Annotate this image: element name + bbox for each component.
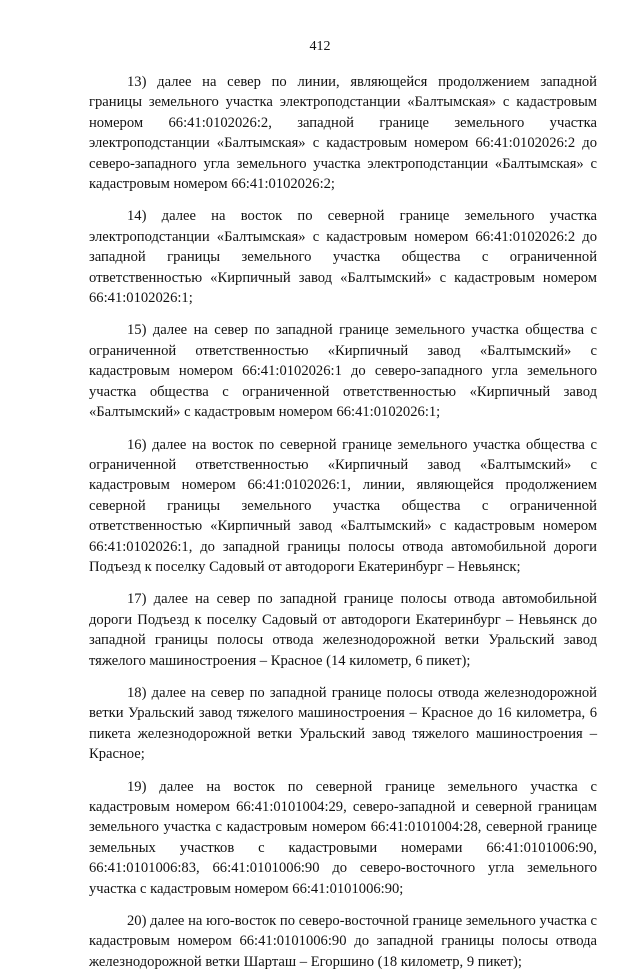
paragraph-17: 17) далее на север по западной границе полосы отвода автомобильной дороги Подъезд к поселку Садовый от автодороги Екатеринбург – Невьянск до западной границы полосы отвода железнодорожной ветки Уральский завод тяжелого машиностроения – Красное (14 километр, 6 пикет); xyxy=(89,591,597,669)
paragraph-16: 16) далее на восток по северной границе земельного участка общества с ограниченной ответственностью «Кирпичный завод «Балтымский» с кадастровым номером 66:41:0102026:1, линии, являющейся продолжением северной границы земельного участка общества с ограниченной ответственностью «Кирпичный завод «Балтымский» с кадастровым номером 66:41:0102026:1, до западной границы полосы отвода автомобильной дороги Подъезд к поселку Садовый от автодороги Екатеринбург – Невьянск; xyxy=(89,436,597,575)
document-body xyxy=(89,72,597,972)
paragraph-15: 15) далее на север по западной границе земельного участка общества с ограниченной ответственностью «Кирпичный завод «Балтымский» с кадастровым номером 66:41:0102026:1 до северо-западного угла земельного участка общества с ограниченной ответственностью «Кирпичный завод «Балтымский» с кадастровым номером 66:41:0102026:1; xyxy=(89,322,597,421)
paragraph-20: 20) далее на юго-восток по северо-восточной границе земельного участка с кадастровым номером 66:41:0101006:90 до западной границы полосы отвода железнодорожной ветки Шарташ – Егоршино (18 километр, 9 пикет); xyxy=(89,913,597,970)
paragraph-14: 14) далее на восток по северной границе земельного участка электроподстанции «Балтымская» с кадастровым номером 66:41:0102026:2 до западной границы земельного участка общества с ограниченной ответственностью «Кирпичный завод «Балтымский» с кадастровым номером 66:41:0102026:1; xyxy=(89,208,597,307)
page-number: 412 xyxy=(309,39,331,54)
paragraph-18: 18) далее на север по западной границе полосы отвода железнодорожной ветки Уральский завод тяжелого машиностроения – Красное до 16 километра, 6 пикета железнодорожной ветки Уральский завод тяжелого машиностроения – Красное; xyxy=(89,684,597,763)
paragraph-19: 19) далее на восток по северной границе земельного участка с кадастровым номером 66:41:0101004:29, северо-западной и северной границам земельного участка с кадастровым номером 66:41:0101004:28, северной границе земельных участков с кадастровыми номерами 66:41:0101006:90, 66:41:0101006:83, 66:41:0101006:90 до северо-восточного угла земельного участка с кадастровым номером 66:41:0101006:90; xyxy=(89,778,597,897)
paragraph-13: 13) далее на север по линии, являющейся продолжением западной границы земельного участка электроподстанции «Балтымская» с кадастровым номером 66:41:0102026:2, западной границе земельного участка электроподстанции «Балтымская» с кадастровым номером 66:41:0102026:2 до северо-западного угла земельного участка электроподстанции «Балтымская» с кадастровым номером 66:41:0102026:2; xyxy=(89,74,597,193)
